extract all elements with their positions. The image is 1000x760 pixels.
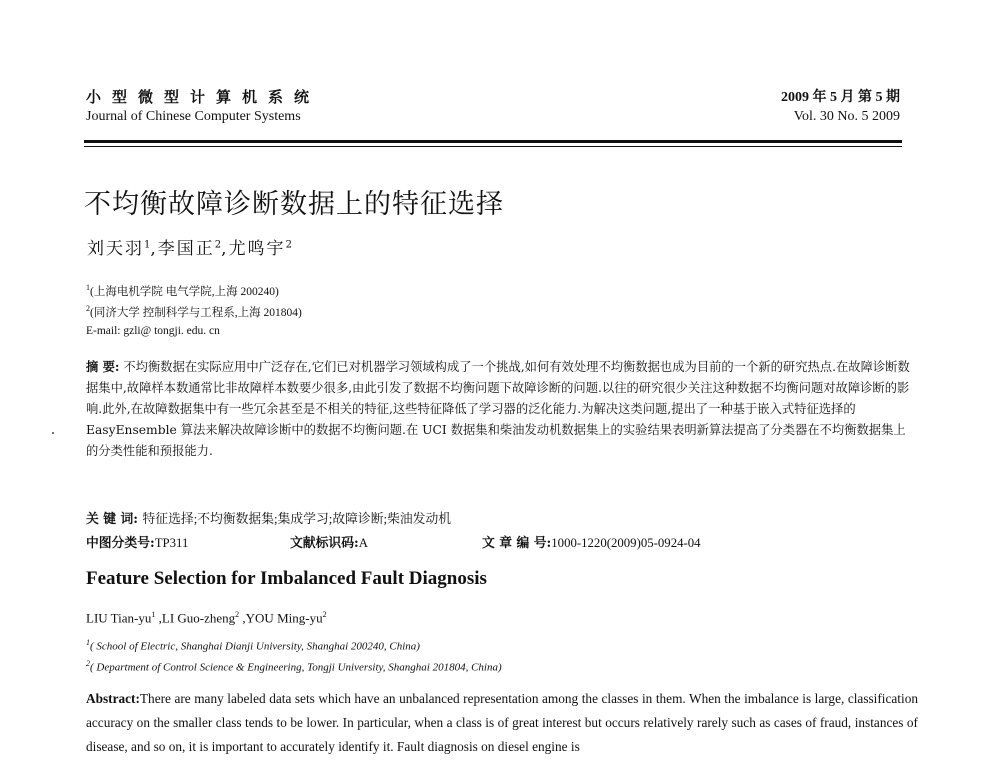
stray-dot [52,432,54,434]
affiliation-text: ( Department of Control Science & Engineering, Tongji University, Shanghai 201804, China) [90,661,502,674]
affiliation-1-cn [86,283,279,299]
author-mark: 1 [144,239,151,251]
clc-label: 中图分类号: [86,536,155,551]
doc-code-value: A [358,536,368,550]
classification-row [86,532,188,551]
author-name: 李国正 [157,239,215,259]
article-no-label: 文 章 编 号: [482,536,552,551]
header-rule-thick [84,140,902,143]
author-list-cn: 刘天羽$^1$,李国正$^2$,尤鸣宇$^2$ [87,239,292,259]
author-name: YOU Ming-yu [245,610,323,626]
doc-code-row [290,532,368,551]
author-mark: 2 [285,239,292,251]
affiliation-mark: 2 [86,659,90,668]
clc-value: TP311 [154,536,189,550]
affiliation-1-en [86,638,420,653]
keywords-value: 特征选择;不均衡数据集;集成学习;故障诊断;柴油发动机 [142,512,452,526]
affiliation-mark: 2 [86,304,90,314]
article-no-value: 1000-1220(2009)05-0924-04 [551,536,701,550]
article-no-row [482,532,701,551]
paper-title-en: Feature Selection for Imbalanced Fault Diagnosis [86,568,487,589]
abstract-text-en: There are many labeled data sets which have an unbalanced representation among the classes in them. When the imbalance is large, classification accuracy on the smaller class tends to be lower. In particular, when a class is of great interest but occurs relatively rarely such as cases of fraud, instances of disease, and so on, it is important to accurately identify it. Fault diagnosis on diesel engine is [86,691,918,754]
author-name: LIU Tian-yu [86,610,152,626]
affiliation-2-en [86,659,502,674]
issue-date: 2009 年 5 月 第 5 期 [781,90,900,105]
affiliation-text: ( School of Electric, Shanghai Dianji University, Shanghai 200240, China) [90,640,420,653]
affiliation-2-cn [86,304,302,320]
paper-title-cn: 不均衡故障诊断数据上的特征选择 [84,189,504,220]
abstract-cn [86,356,916,462]
contact-email: E-mail: gzli@ tongji. edu. cn [86,325,220,337]
abstract-en [86,687,918,759]
journal-name-cn: 小型微型计算机系统 [86,88,321,106]
journal-name-en: Journal of Chinese Computer Systems [86,109,301,124]
abstract-label-en: Abstract: [86,691,140,706]
author-list-en: LIU Tian-$yu^1$ ,LI Guo-zheng$^2$ ,YOU Ming-$yu^2$ [86,610,327,626]
author-mark: 2 [322,610,327,619]
volume-number: Vol. 30 No. 5 2009 [793,109,900,124]
author-mark: 2 [235,610,240,619]
header-rule-thin [84,146,902,147]
author-mark: 2 [214,239,222,251]
affiliation-mark: 1 [86,638,90,647]
affiliation-mark: 1 [86,283,90,293]
affiliation-text: (同济大学 控制科学与工程系,上海 201804) [90,307,302,319]
abstract-label-cn: 摘 要: [86,359,120,374]
doc-code-label: 文献标识码: [290,536,359,551]
abstract-text-cn: 不均衡数据在实际应用中广泛存在,它们已对机器学习领域构成了一个挑战,如何有效处理不均衡数据也成为目前的一个新的研究热点.在故障诊断数据集中,故障样本数通常比非故障样本数要少很多,由此引发了数据不均衡问题下故障诊断的问题.以往的研究很少关注这种数据不均衡问题对故障诊断的影响.此外,在故障数据集中有一些冗余甚至是不相关的特征,这些特征降低了学习器的泛化能力.为解决这类问题,提出了一种基于嵌入式特征选择的 EasyEnsemble 算法来解决故障诊断中的数据不均衡问题.在 UCI 数据集和柴油发动机数据集上的实验结果表明新算法提高了分类器在不均衡数据集上的分类性能和预报能力. [86,360,910,458]
author-name: 尤鸣宇 [228,239,286,259]
affiliation-text: (上海电机学院 电气学院,上海 200240) [90,286,279,298]
keywords-row [86,508,451,527]
author-mark: 1 [151,610,156,619]
author-name: LI Guo-zheng [161,610,236,626]
author-name: 刘天羽 [87,239,144,259]
keywords-label: 关 键 词: [86,512,139,527]
